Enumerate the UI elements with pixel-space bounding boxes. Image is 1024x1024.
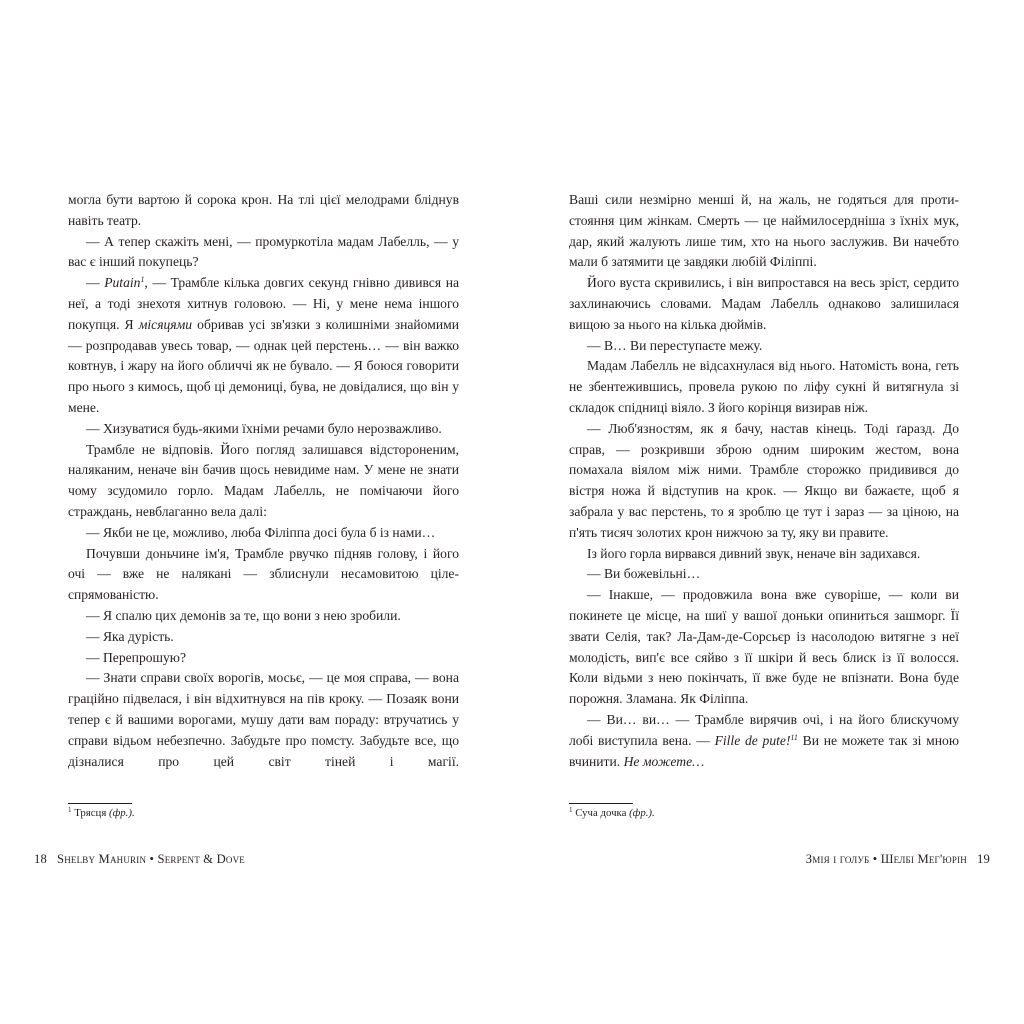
left-running-footer — [34, 851, 245, 867]
paragraph: — Люб'язностям, як я бачу, настав кінець. Тоді ґаразд. До справ, — розкривши зброю одним широким жестом, вона помахала віялом між ними. Трамбле сторожко придивився до вістря ножа й відступив на крок. — Якщо ви бажаєте, щоб я забрала у вас перстень, то я зроблю це тут і зараз — за ціною, на п'ять тисяч золотих крон нижчою за ту, яку ви правите. — [569, 420, 959, 540]
paragraph: — Ви божевільні… — [587, 566, 701, 582]
footnote-number: 1 — [68, 806, 72, 814]
paragraph-text: , — Трамбле кілька довгих секунд гнівно дивився на неї, а тоді знехотя хитнув головою. — Ні, у мене нема іншого покупця. Я — [68, 275, 460, 332]
paragraph: Його вуста скривились, і він випростався на весь зріст, сердито захлинаючись словами. Мадам Лабелль однаково залишилася вищою за нього на кілька дюймів. — [569, 275, 959, 332]
footnote-marker: 11 — [790, 732, 798, 742]
paragraph-text: обривав усі зв'язки з колишніми знайомими — розпродавав увесь товар, — однак цей перстень… — він важко ковтнув, і жару на його обличчі як не бувало. — Я боюся говорити про нього з кимось, щоб ці демониці, бува, не довідалися, що він у мене. — [68, 316, 459, 415]
paragraph: — Я спалю цих демонів за те, що вони з нею зробили. — [86, 607, 401, 623]
page-number: 19 — [977, 852, 990, 866]
dialogue-dash: — — [86, 275, 105, 291]
right-running-footer — [806, 851, 990, 867]
emphasis-word: місяцями — [138, 316, 193, 332]
footnote-text: Трясця — [74, 807, 107, 819]
paragraph: Мадам Лабелль не відсахнулася від нього. Натомість вона, геть не збентежившись, провела рукою по ліфу сукні й витягнула зі складок спідниці віяло. З його корінця визирав ніж. — [569, 358, 959, 415]
left-page-body — [68, 190, 459, 772]
footnote-lang: (фр.). — [629, 807, 655, 819]
paragraph: — Яка дурість. — [86, 628, 174, 644]
page-number: 18 — [34, 852, 47, 866]
footnote-rule — [569, 803, 633, 804]
right-page — [512, 0, 1024, 1024]
paragraph-text: Ви не можете так зі мною вчинити. — [569, 732, 959, 769]
paragraph: — Знати справи своїх ворогів, мосьє, — це моя справа, — вона граційно підвелася, і він відхитнувся на пів кроку. — Позаяк вони тепер є й вашими ворогами, мушу дати вам пораду: втручатись у справи відьом небезпечно. Забудьте про помсту. Забудьте все, що дізналися про цей світ тіней і магії. — [68, 670, 459, 769]
paragraph: — Інакше, — продовжила вона вже суворіше, — коли ви покинете це місце, на шиї у вашої доньки опиниться зашморг. Її звати Селія, так? Ла-Дам-де-Сорсьєр із насолодою витягне з неї молодість, вип'є все сяйво з її шкіри й весь блиск із її волосся. Коли відьми з нею покінчать, її вже буде не впізнати. Вона буде порожня. Зламана. Як Філіппа. — [569, 587, 959, 707]
paragraph — [569, 710, 959, 772]
paragraph: Почувши доньчине ім'я, Трамбле рвучко підняв голову, і його очі — вже не налякані — зблиснули несамовитою цілеспрямованістю. — [68, 545, 459, 603]
paragraph-text: — Ви… ви… — Трамбле вирячив очі, і на його блискучому лобі виступила вена. — — [569, 711, 959, 748]
paragraph: — Якби не це, можливо, люба Філіппа досі була б із нами… — [86, 524, 436, 540]
footer-author: Шелбі Мег'юрін — [880, 852, 967, 866]
paragraph: — В… Ви переступаєте межу. — [587, 337, 763, 353]
right-footnote — [569, 803, 655, 820]
footer-separator: • — [149, 852, 155, 866]
footer-separator: • — [872, 852, 878, 866]
emphasis-phrase: Не можете… — [623, 753, 705, 769]
right-page-body — [569, 190, 959, 772]
footnote-number: 1 — [569, 806, 573, 814]
paragraph: Трамбле не відповів. Його погляд залишався відстороненим, наляканим, неначе він бачив щось невидиме нам. У мене не знати чому зсудомило горло. Мадам Лабелль, не помічаючи його страждань, невблаганно вела далі: — [68, 441, 459, 519]
footer-title: Змія і голуб — [805, 852, 870, 866]
footer-author: Shelby Mahurin — [57, 852, 147, 866]
footnote-lang: (фр.). — [109, 807, 135, 819]
foreign-word: Putain — [104, 275, 141, 291]
paragraph: — А тепер скажіть мені, — промуркотіла мадам Лабелль, — у вас є інший покупець? — [68, 233, 459, 270]
footnote-text: Суча дочка — [575, 807, 627, 819]
footnote-marker: 1 — [140, 275, 145, 285]
foreign-phrase: Fille de pute! — [714, 732, 791, 748]
paragraph — [68, 273, 459, 419]
paragraph: — Перепрошую? — [86, 649, 186, 665]
paragraph: могла бути вартою й сорока крон. На тлі цієї мелодрами бліднув навіть театр. — [68, 192, 459, 228]
paragraph: Ваші сили незмірно менші й, на жаль, не годяться для протистояння цим жінкам. Смерть — це наймилосердніша з їхніх мук, дар, який жалують лише тим, хто на нього заслужив. Ви начебто мали б затямити це завдяки любій Філіппі. — [569, 192, 959, 270]
footnote-rule — [68, 803, 132, 804]
paragraph: — Хизуватися будь-якими їхніми речами було нерозважливо. — [86, 420, 442, 436]
footer-title: Serpent & Dove — [157, 852, 245, 866]
paragraph: Із його горла вирвався дивний звук, неначе він задихався. — [587, 545, 921, 561]
left-footnote — [68, 803, 135, 820]
